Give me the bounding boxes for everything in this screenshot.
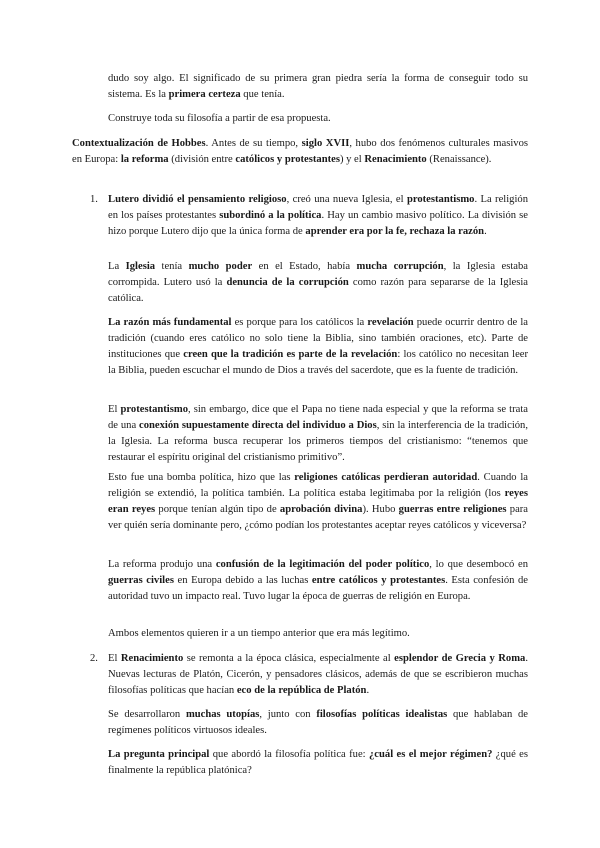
text-run: , hubo dos fenómenos culturales masivos en Europa:	[72, 138, 529, 165]
text-run: (Renaissance).	[426, 154, 492, 165]
text-run: en Europa debido a las luchas	[173, 575, 312, 586]
text-run: . Esta confesión de autoridad tuvo un impacto real. Tuvo lugar la época de guerras de religión en Europa.	[108, 575, 528, 602]
text-run: , sin la interferencia de la tradición, la Iglesia. La reforma busca recuperar los primeros tiempos del cristianismo: “tenemos que restaurar el espíritu original del cristianismo primitivo”.	[108, 420, 529, 463]
text-run: que tenía.	[240, 89, 285, 100]
bold-text: aprobación divina	[279, 504, 363, 515]
text-run: El	[108, 653, 121, 664]
text-run: La	[108, 261, 126, 272]
item1-paragraph-6	[108, 557, 528, 605]
text-run: : los católico no necesitan leer la Biblia, pueden escuchar el mundo de Dios a través del sacerdote, que es la fuente de tradición.	[108, 349, 528, 376]
bold-text: denuncia de la corrupción	[226, 277, 349, 288]
bold-text: reyes eran reyes	[108, 488, 528, 515]
text-run: que hablaban de regímenes políticos virtuosos ideales.	[108, 709, 528, 736]
bold-text: católicos y protestantes	[235, 154, 340, 165]
bold-text: siglo XVII	[301, 138, 350, 149]
text-run: , lo que desembocó en	[429, 559, 528, 570]
text-run: Se desarrollaron	[108, 709, 186, 720]
text-run: Construye toda su filosofía a partir de esa propuesta.	[108, 113, 331, 124]
text-run: (división entre	[168, 154, 236, 165]
item1-paragraph-5	[108, 470, 528, 534]
context-paragraph	[72, 136, 528, 168]
item2-paragraph-2	[108, 707, 528, 739]
text-run: Esto fue una bomba política, hizo que las	[108, 472, 295, 483]
bold-text: Iglesia	[125, 261, 156, 272]
text-run: . Cuando la religión se extendió, la política también. La política estaba legitimaba por la religión (los	[108, 472, 529, 499]
bold-text: la reforma	[120, 154, 169, 165]
bold-text: muchas utopías	[185, 709, 260, 720]
bold-text: protestantismo	[120, 404, 188, 415]
text-run: porque tenían algún tipo de	[155, 504, 280, 515]
bold-text: conexión supuestamente directa del individuo a Dios	[139, 420, 377, 431]
bold-text: Renacimiento	[120, 653, 184, 664]
bold-text: Renacimiento	[364, 154, 427, 165]
text-run: . La religión en los países protestantes	[108, 194, 528, 221]
bold-text: protestantismo	[406, 194, 475, 205]
item1-paragraph-1	[108, 192, 528, 240]
text-run: tenía	[155, 261, 189, 272]
text-run: La reforma produjo una	[108, 559, 216, 570]
item1-paragraph-2	[108, 259, 528, 307]
item2-paragraph-1	[108, 651, 528, 699]
text-run: es porque para los católicos la	[231, 317, 368, 328]
text-run: puede ocurrir dentro de la tradición (cuando eres católico no solo tiene la Biblia, sino también oraciones, etc). Parte de instituciones que	[108, 317, 528, 360]
text-run: , sin embargo, dice que el Papa no tiene nada especial y que la reforma se trata de una	[108, 404, 528, 431]
text-run: dudo soy algo. El significado de su primera gran piedra sería la forma de conseguir todo su sistema. Es la	[108, 73, 528, 100]
intro-paragraph-1	[108, 71, 528, 103]
text-run: El	[108, 404, 121, 415]
item1-paragraph-3	[108, 315, 528, 379]
intro-paragraph-2	[108, 111, 528, 127]
text-run: . Antes de su tiempo,	[205, 138, 302, 149]
bold-text: La razón más fundamental	[108, 317, 232, 328]
text-run: que abordó la filosofía política fue:	[209, 749, 369, 760]
bold-text: esplendor de Grecia y Roma	[394, 653, 526, 664]
bold-text: La pregunta principal	[108, 749, 210, 760]
list-number-1: 1.	[90, 194, 98, 205]
text-run: Ambos elementos quieren ir a un tiempo anterior que era más legítimo.	[108, 628, 410, 639]
bold-text: aprender era por la fe, rechaza la razón	[305, 226, 485, 237]
text-run: para ver quién sería dominante pero, ¿cómo podían los protestantes aceptar reyes católicos y viceversa?	[108, 504, 529, 531]
bold-text: creen que la tradición es parte de la revelación	[183, 349, 398, 360]
text-run: , la Iglesia estaba corrompida. Lutero usó la	[108, 261, 529, 288]
bold-text: filosofías políticas idealistas	[316, 709, 448, 720]
text-run: ) y el	[339, 154, 365, 165]
text-run: . Hay un cambio masivo político. La división se hizo porque Lutero dijo que la única forma de	[108, 210, 528, 237]
text-run: , junto con	[259, 709, 317, 720]
item2-paragraph-3	[108, 747, 528, 779]
text-run: . Nuevas lecturas de Platón, Cicerón, y pensadores clásicos, además de que se escribieron muchas filosofías políticas que hacían	[108, 653, 528, 696]
text-run: en el Estado, había	[252, 261, 357, 272]
bold-text: mucha corrupción	[356, 261, 444, 272]
text-run: , creó una nueva Iglesia, el	[286, 194, 407, 205]
bold-text: guerras civiles	[108, 575, 174, 586]
list-number-2: 2.	[90, 653, 98, 664]
item1-paragraph-4	[108, 402, 528, 466]
text-run: se remonta a la época clásica, especialmente al	[183, 653, 395, 664]
bold-text: religiones católicas perdieran autoridad	[294, 472, 478, 483]
item1-paragraph-7	[108, 626, 528, 642]
bold-text: ¿cuál es el mejor régimen?	[369, 749, 493, 760]
text-run: como razón para separarse de la Iglesia católica.	[108, 277, 528, 304]
bold-text: eco de la república de Platón	[236, 685, 367, 696]
bold-text: Contextualización de Hobbes	[72, 138, 206, 149]
bold-text: entre católicos y protestantes	[311, 575, 446, 586]
text-run: ¿qué es finalmente la república platónica?	[108, 749, 528, 776]
bold-text: guerras entre religiones	[398, 504, 507, 515]
bold-text: revelación	[367, 317, 414, 328]
text-run: .	[366, 685, 370, 696]
bold-text: confusión de la legitimación del poder político	[215, 559, 430, 570]
bold-text: mucho poder	[188, 261, 253, 272]
bold-text: subordinó a la política	[219, 210, 322, 221]
bold-text: primera certeza	[168, 89, 241, 100]
bold-text: Lutero dividió el pensamiento religioso	[108, 194, 287, 205]
text-run: .	[484, 226, 487, 237]
text-run: ). Hubo	[362, 504, 399, 515]
